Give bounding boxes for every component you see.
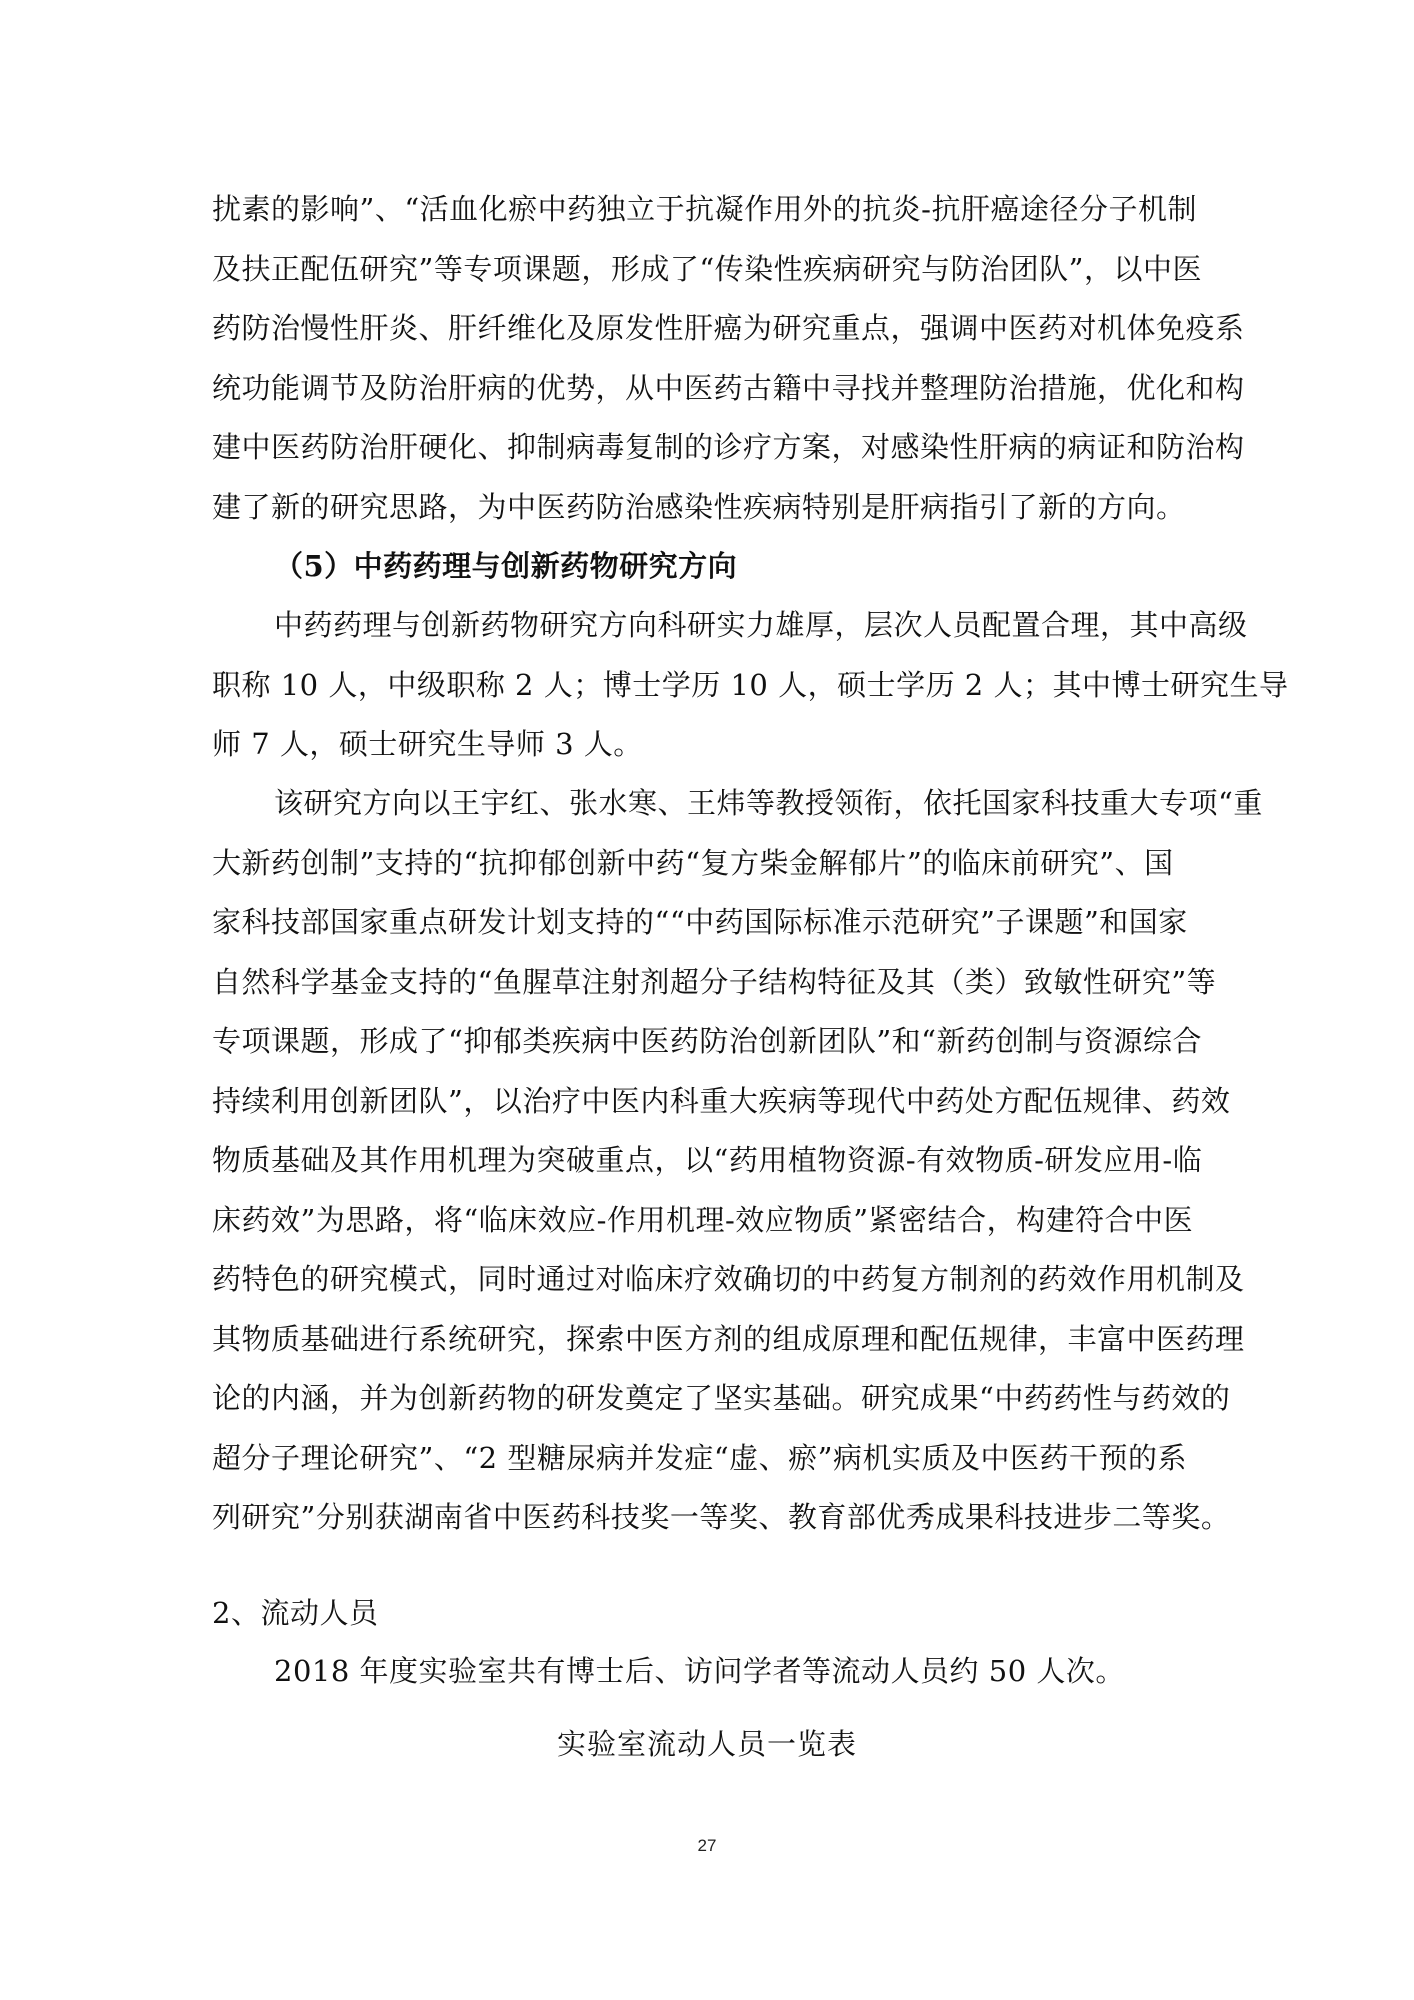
text-line: 2018 年度实验室共有博士后、访问学者等流动人员约 50 人次。: [274, 1654, 1125, 1688]
text-line: 床药效”为思路，将“临床效应-作用机理-效应物质”紧密结合，构建符合中医: [212, 1202, 1194, 1237]
text-line: 统功能调节及防治肝病的优势，从中医药古籍中寻找并整理防治措施，优化和构: [212, 370, 1245, 405]
text-line: 药防治慢性肝炎、肝纤维化及原发性肝癌为研究重点，强调中医药对机体免疫系: [212, 311, 1245, 345]
heading-text: 2、流动人员: [212, 1596, 379, 1630]
text-line: 建了新的研究思路，为中医药防治感染性疾病特别是肝病指引了新的方向。: [212, 489, 1186, 524]
text-line: 职称 10 人，中级职称 2 人；博士学历 10 人，硕士学历 2 人；其中博士研究生导: [212, 667, 1289, 702]
text-line: 大新药创制”支持的“抗抑郁创新中药“复方柴金解郁片”的临床前研究”、国: [212, 845, 1174, 880]
paragraph-infectious-disease-team: [212, 180, 1245, 537]
text-line: 建中医药防治肝硬化、抑制病毒复制的诊疗方案，对感染性肝病的病证和防治构: [212, 430, 1245, 464]
text-line: 物质基础及其作用机理为突破重点，以“药用植物资源-有效物质-研发应用-临: [212, 1143, 1203, 1177]
text-line: 扰素的影响”、“活血化瘀中药独立于抗凝作用外的抗炎-抗肝癌途径分子机制: [212, 192, 1197, 226]
text-line: 家科技部国家重点研发计划支持的““中药国际标准示范研究”子课题”和国家: [212, 905, 1188, 939]
table-title: 实验室流动人员一览表: [556, 1727, 857, 1761]
text-line: 其物质基础进行系统研究，探索中医方剂的组成原理和配伍规律，丰富中医药理: [212, 1321, 1245, 1356]
paragraph-staffing: [212, 596, 1289, 775]
paragraph-mobile-staff: [212, 1642, 1206, 1702]
text-line: 中药药理与创新药物研究方向科研实力雄厚，层次人员配置合理，其中高级: [274, 608, 1248, 642]
text-line: 专项课题，形成了“抑郁类疾病中医药防治创新团队”和“新药创制与资源综合: [212, 1024, 1202, 1058]
text-line: 超分子理论研究”、“2 型糖尿病并发症“虚、瘀”病机实质及中医药干预的系: [212, 1440, 1187, 1475]
text-line: 持续利用创新团队”，以治疗中医内科重大疾病等现代中药处方配伍规律、药效: [212, 1083, 1231, 1118]
section-heading-pharmacology: [274, 537, 1206, 597]
text-line: 自然科学基金支持的“鱼腥草注射剂超分子结构特征及其（类）致敏性研究”等: [212, 964, 1217, 999]
text-line: 师 7 人，硕士研究生导师 3 人。: [212, 727, 643, 761]
page-number: 27: [697, 1836, 717, 1855]
paragraph-research-description: [212, 774, 1263, 1548]
section-heading-mobile-staff: [212, 1584, 1206, 1644]
heading-text: （5）中药药理与创新药物研究方向: [274, 549, 738, 583]
text-line: 论的内涵，并为创新药物的研发奠定了坚实基础。研究成果“中药药性与药效的: [212, 1381, 1231, 1415]
text-line: 列研究”分别获湖南省中医药科技奖一等奖、教育部优秀成果科技进步二等奖。: [212, 1500, 1231, 1534]
text-line: 及扶正配伍研究”等专项课题，形成了“传染性疾病研究与防治团队”，以中医: [212, 251, 1202, 286]
text-line: 药特色的研究模式，同时通过对临床疗效确切的中药复方制剂的药效作用机制及: [212, 1262, 1245, 1296]
text-line: 该研究方向以王宇红、张水寒、王炜等教授领衔，依托国家科技重大专项“重: [274, 786, 1263, 820]
